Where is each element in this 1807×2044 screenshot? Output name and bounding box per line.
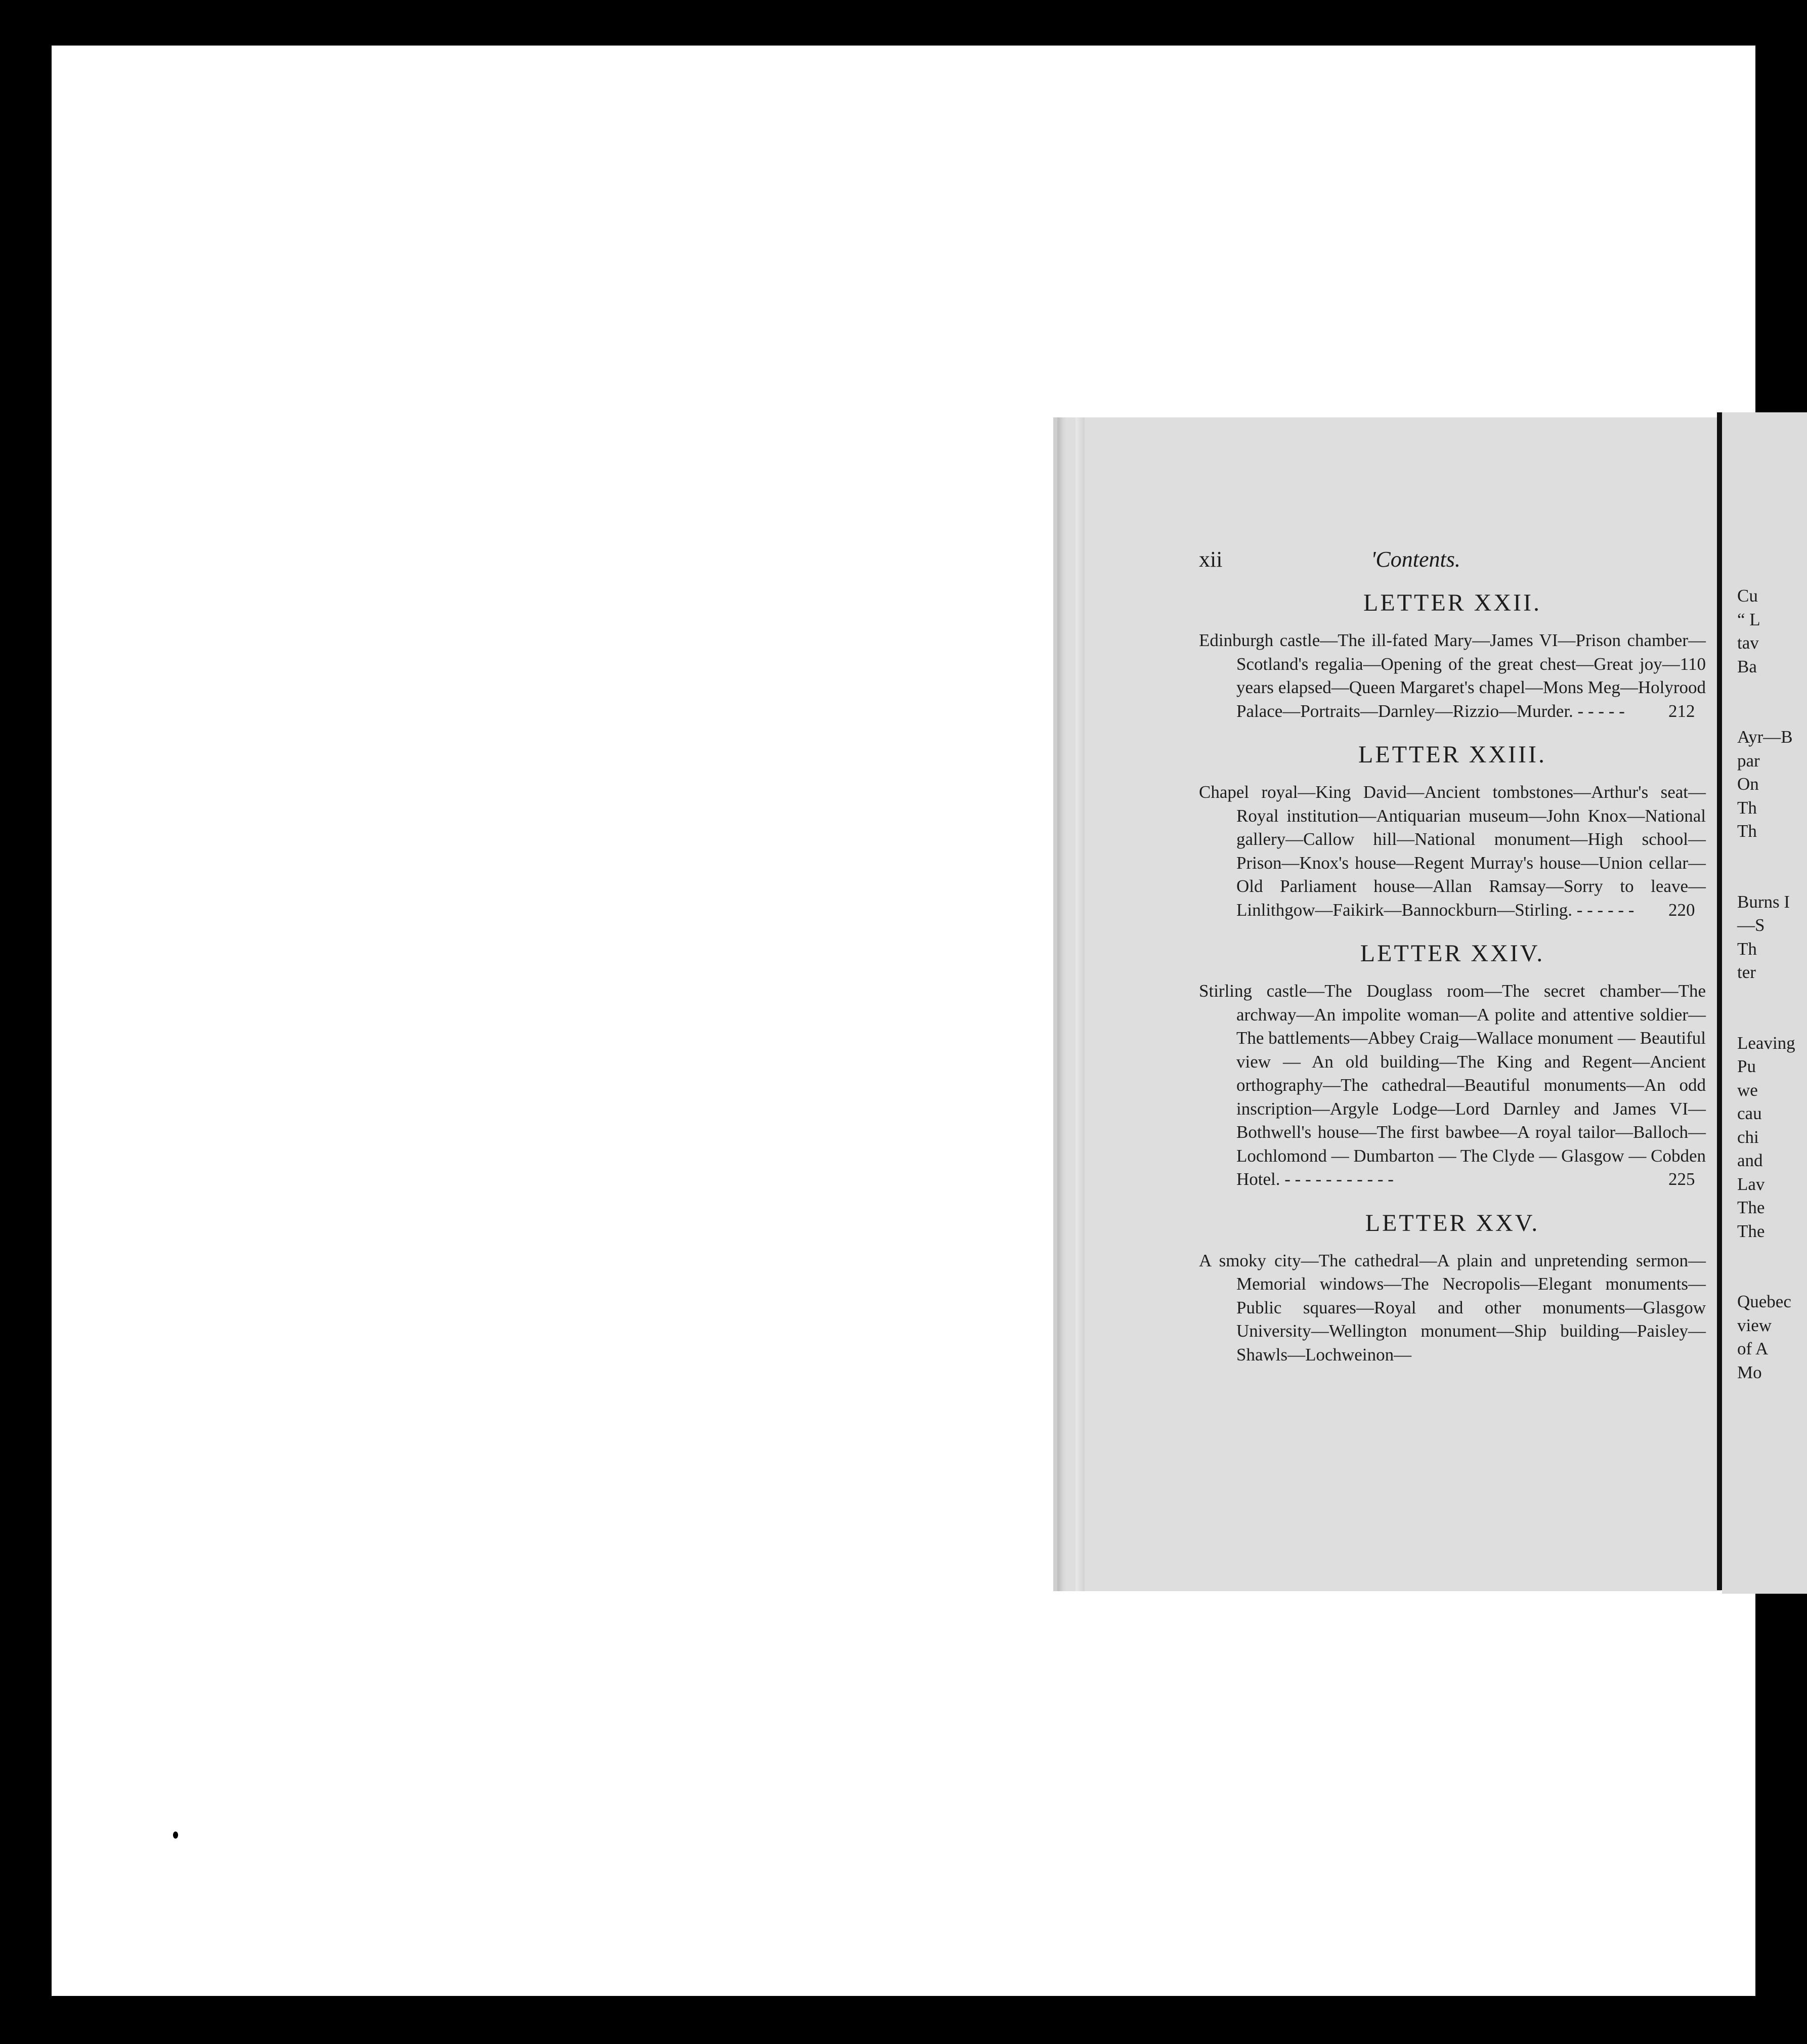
fragment-line: Lav xyxy=(1737,1174,1765,1194)
summary-text: Chapel royal—King David—Ancient tombstones—Arthur's seat—Royal institution—Antiquarian museum—John Knox—National gallery—Callow hill—National monument—High school—Prison—Knox's house—Regent Murray's house—Union cellar—Old Parliament house—Allan Ramsay—Sorry to leave—Linlithgow—Faikirk—Bannockburn—Stirling. - - - - - - xyxy=(1199,782,1706,920)
fragment-line: Cu xyxy=(1737,586,1758,606)
fragment-line xyxy=(1737,702,1795,726)
fragment-line xyxy=(1737,985,1795,1008)
letter-summary: Stirling castle—The Douglass room—The secret chamber—The archway—An impolite woman—A polite and attentive soldier—The battlements—Abbey Craig—Wallace monument — Beautiful view — An old building—The King and Regent—Ancient orthography—The cathedral—Beautiful monuments—An odd inscription—Argyle Lodge—Lord Darnley and James VI—Bothwell's house—The first bawbee—A royal tailor—Balloch—Lochlomond — Dumbarton — The Clyde — Glasgow — Cobden Hotel. - - - - - - - - - - - 225 xyxy=(1199,981,1706,1189)
fragment-line: view xyxy=(1737,1315,1772,1335)
fragment-line xyxy=(1737,1008,1795,1032)
page-edge xyxy=(1075,417,1085,1591)
letter-entry xyxy=(1199,588,1706,723)
fragment-line: tav xyxy=(1737,633,1759,653)
fragment-line xyxy=(1737,678,1795,702)
fragment-line: The xyxy=(1737,1221,1765,1241)
letter-heading: LETTER XXIII. xyxy=(1358,741,1546,768)
fragment-line: par xyxy=(1737,750,1760,771)
binding-gutter xyxy=(1717,412,1722,1590)
fragment-line xyxy=(1737,843,1795,867)
fragment-line: Burns I xyxy=(1737,891,1790,912)
book-spread xyxy=(1053,412,1807,1594)
letter-entry xyxy=(1199,939,1706,1191)
fragment-line: On xyxy=(1737,774,1759,794)
fragment-line: and xyxy=(1737,1151,1763,1170)
fragment-line: Quebec xyxy=(1737,1292,1791,1311)
fragment-line: of A xyxy=(1737,1339,1769,1358)
fragment-line: chi xyxy=(1737,1127,1759,1147)
fragment-line: Ayr—B xyxy=(1737,727,1793,747)
contents-entries xyxy=(1199,588,1706,1384)
letter-summary: Edinburgh castle—The ill-fated Mary—James VI—Prison chamber—Scotland's regalia—Opening of the great chest—Great joy—110 years elapsed—Queen Margaret's chapel—Mons Meg—Holyrood Palace—Portraits—Darnley—Rizzio—Murder. - - - - - 212 xyxy=(1199,630,1706,721)
fragment-line: Leaving xyxy=(1737,1033,1795,1053)
summary-text: Stirling castle—The Douglass room—The secret chamber—The archway—An impolite woman—A polite and attentive soldier—The battlements—Abbey Craig—Wallace monument — Beautiful view — An old building—The King and Regent—Ancient orthography—The cathedral—Beautiful monuments—An odd inscription—Argyle Lodge—Lord Darnley and James VI—Bothwell's house—The first bawbee—A royal tailor—Balloch—Lochlomond — Dumbarton — The Clyde — Glasgow — Cobden Hotel. - - - - - - - - - - - xyxy=(1199,981,1706,1189)
page-number: xii xyxy=(1199,547,1223,572)
letter-summary xyxy=(1199,1249,1706,1367)
fragment-line xyxy=(1737,1243,1795,1267)
fragment-line: Mo xyxy=(1737,1362,1762,1382)
fragment-line: “ L xyxy=(1737,609,1760,629)
letter-heading: LETTER XXV. xyxy=(1365,1209,1540,1237)
fragment-line: —S xyxy=(1737,915,1765,935)
contents-page xyxy=(1053,417,1721,1591)
fragment-line: The xyxy=(1737,1198,1765,1217)
fragment-line: Th xyxy=(1737,939,1757,959)
fragment-line: Pu xyxy=(1737,1056,1756,1076)
letter-heading: LETTER XXIV. xyxy=(1360,940,1545,967)
fragment-line: Ba xyxy=(1737,656,1757,676)
letter-entry xyxy=(1199,740,1706,922)
scan-speck xyxy=(173,1832,178,1839)
letter-entry xyxy=(1199,1209,1706,1367)
facing-page-text xyxy=(1737,584,1795,1384)
fragment-line: we xyxy=(1737,1080,1758,1100)
microfilm-frame xyxy=(52,46,1795,1996)
fragment-line: cau xyxy=(1737,1103,1762,1123)
fragment-line: Th xyxy=(1737,797,1757,818)
fragment-line xyxy=(1737,867,1795,890)
running-title: 'Contents. xyxy=(1371,547,1460,572)
facing-page xyxy=(1722,412,1807,1594)
fragment-line: Th xyxy=(1737,821,1757,841)
running-head xyxy=(1199,546,1690,577)
letter-summary: Chapel royal—King David—Ancient tombstones—Arthur's seat—Royal institution—Antiquarian museum—John Knox—National gallery—Callow hill—National monument—High school—Prison—Knox's house—Regent Murray's house—Union cellar—Old Parliament house—Allan Ramsay—Sorry to leave—Linlithgow—Faikirk—Bannockburn—Stirling. - - - - - - 220 xyxy=(1199,782,1706,920)
fragment-line xyxy=(1737,1267,1795,1291)
fragment-line: ter xyxy=(1737,962,1756,982)
summary-text: Edinburgh castle—The ill-fated Mary—James VI—Prison chamber—Scotland's regalia—Opening of the great chest—Great joy—110 years elapsed—Queen Margaret's chapel—Mons Meg—Holyrood Palace—Portraits—Darnley—Rizzio—Murder. - - - - - xyxy=(1199,630,1706,721)
letter-heading: LETTER XXII. xyxy=(1363,589,1541,616)
summary-text: A smoky city—The cathedral—A plain and unpretending sermon—Memorial windows—The Necropolis—Elegant monuments—Public squares—Royal and other monuments—Glasgow University—Wellington monument—Ship building—Paisley—Shawls—Lochweinon— xyxy=(1199,1250,1706,1365)
